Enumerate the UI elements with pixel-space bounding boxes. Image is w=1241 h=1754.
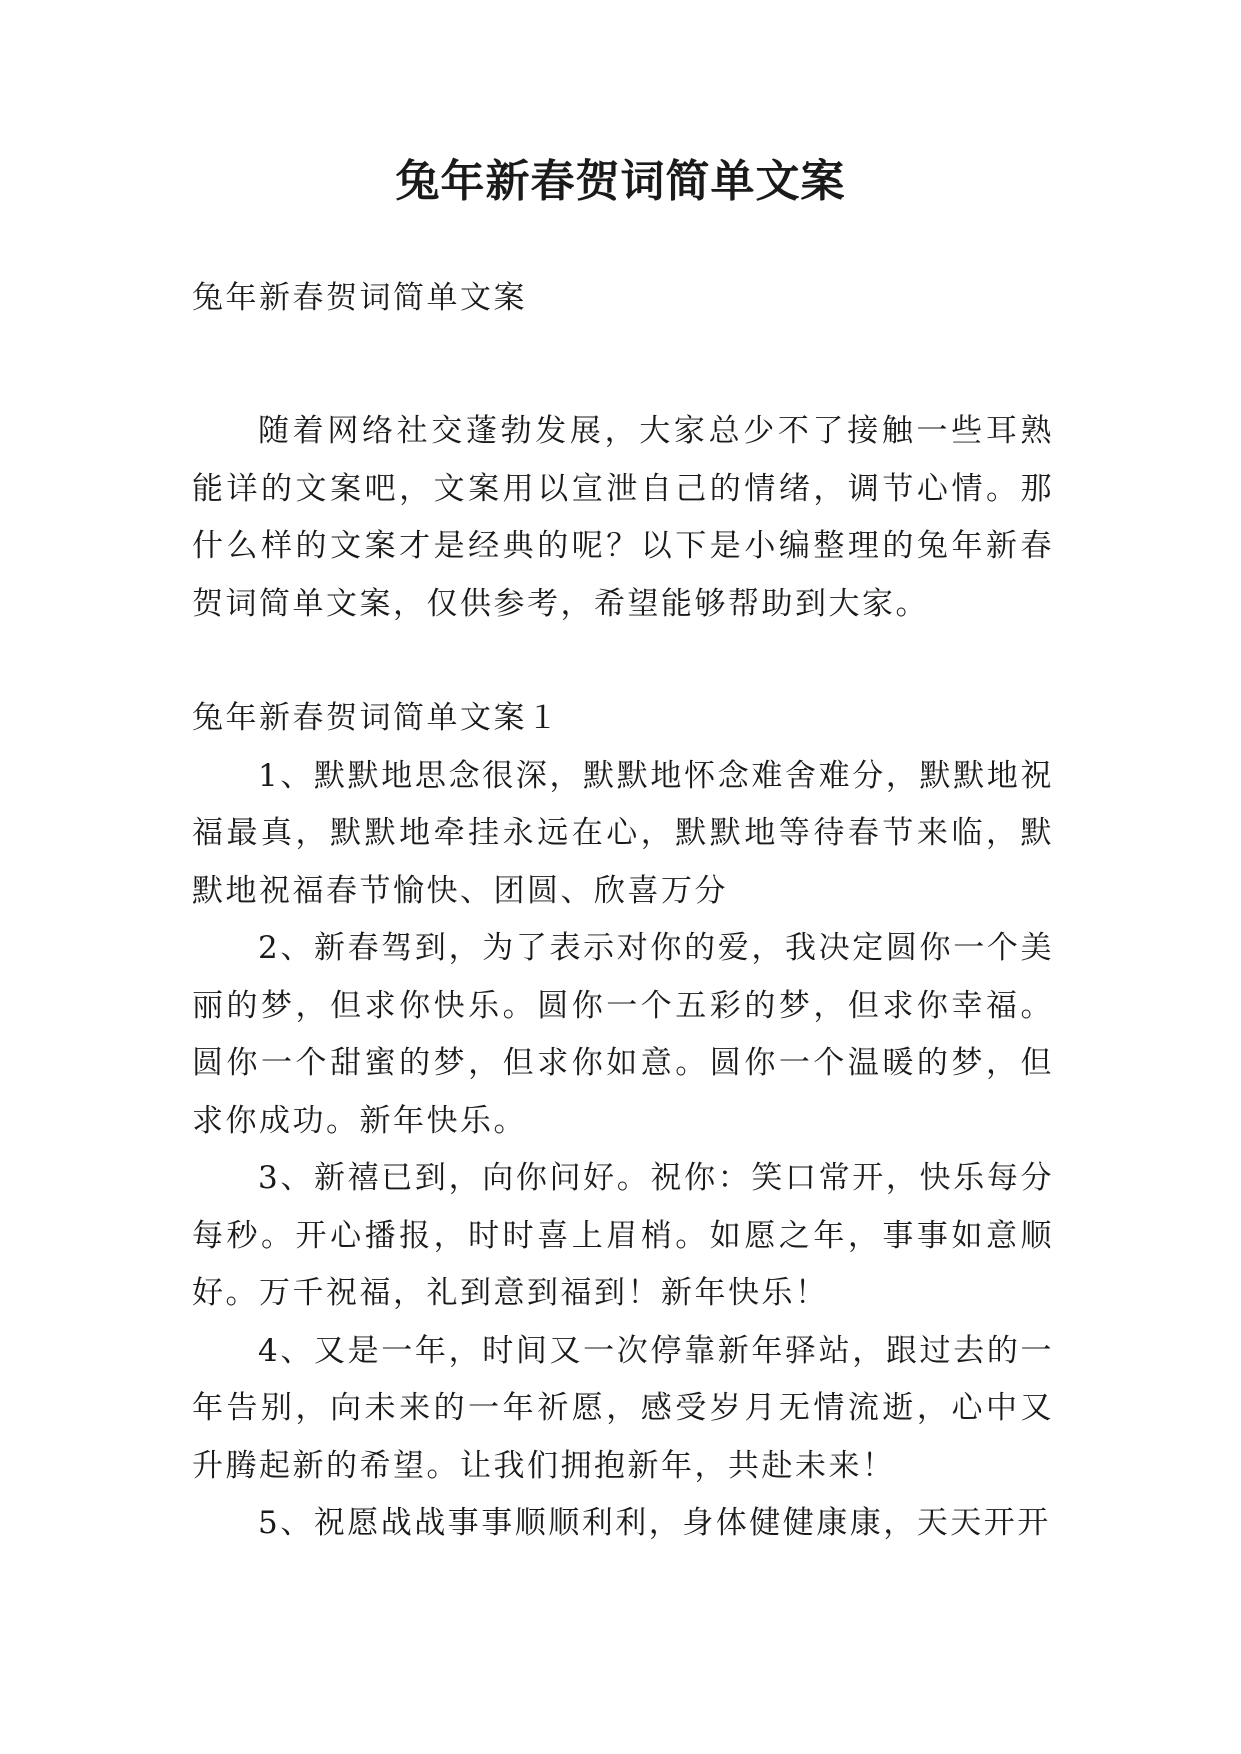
list-item: 2、新春驾到，为了表示对你的爱，我决定圆你一个美丽的梦，但求你快乐。圆你一个五彩的梦，但求你幸福。圆你一个甜蜜的梦，但求你如意。圆你一个温暖的梦，但求你成功。新年快乐。 (192, 930, 1054, 1139)
document-title: 兔年新春贺词简单文案 (395, 156, 846, 207)
list-item: 5、祝愿战战事事顺顺利利，身体健健康康，天天开开 (258, 1505, 1051, 1541)
section-heading: 兔年新春贺词简单文案１ (192, 700, 561, 736)
document-subtitle: 兔年新春贺词简单文案 (192, 280, 527, 316)
list-item: 1、默默地思念很深，默默地怀念难舍难分，默默地祝福最真，默默地牵挂永远在心，默默地等待春节来临，默默地祝福春节愉快、团圆、欣喜万分 (192, 757, 1054, 909)
list-item: 4、又是一年，时间又一次停靠新年驿站，跟过去的一年告别，向未来的一年祈愿，感受岁月无情流逝，心中又升腾起新的希望。让我们拥抱新年，共赴未来！ (192, 1332, 1054, 1484)
intro-paragraph: 随着网络社交蓬勃发展，大家总少不了接触一些耳熟能详的文案吧，文案用以宣泄自己的情绪，调节心情。那什么样的文案才是经典的呢？以下是小编整理的兔年新春贺词简单文案，仅供参考，希望能够帮助到大家。 (192, 413, 1054, 622)
list-item: 3、新禧已到，向你问好。祝你：笑口常开，快乐每分每秒。开心播报，时时喜上眉梢。如愿之年，事事如意顺好。万千祝福，礼到意到福到！新年快乐！ (192, 1160, 1054, 1311)
intro-block (192, 403, 1054, 633)
document-subtitle-block (192, 270, 1054, 328)
section-block (192, 690, 1054, 1553)
